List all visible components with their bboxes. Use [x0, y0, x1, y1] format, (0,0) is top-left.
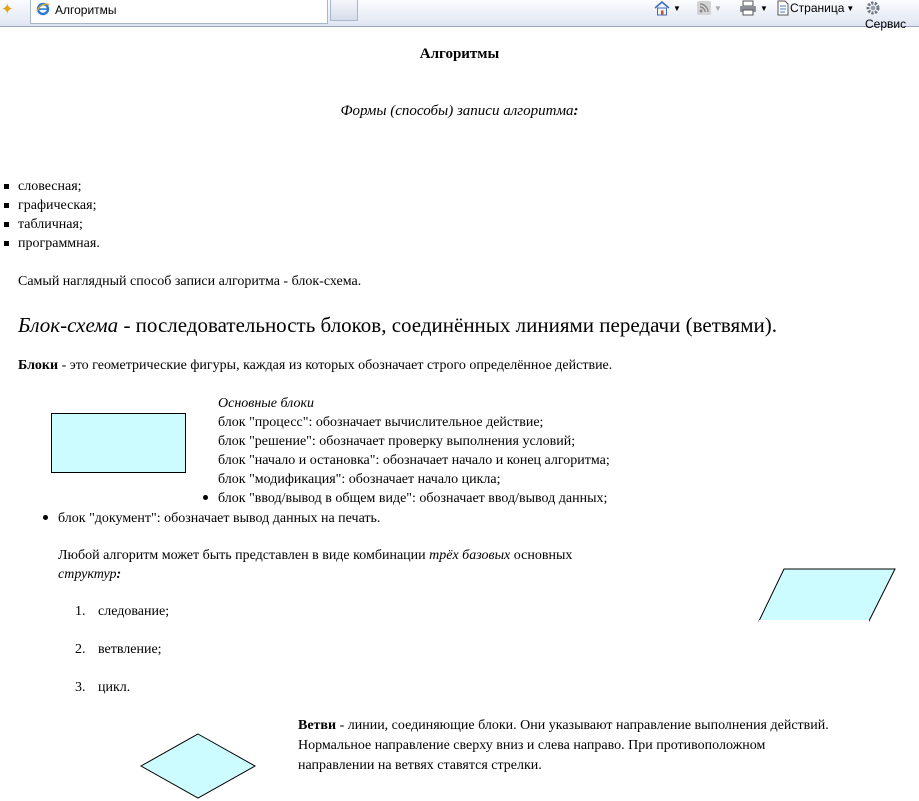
browser-toolbar	[0, 0, 919, 31]
list-number: 3.	[75, 680, 86, 695]
structures-mid: основных	[510, 548, 573, 563]
list-number: 2.	[75, 642, 86, 657]
forms-heading	[0, 103, 919, 119]
list-item: программная.	[18, 236, 100, 251]
chevron-down-icon[interactable]: ▼	[846, 3, 855, 13]
browser-tab[interactable]	[30, 0, 328, 24]
list-bullet	[4, 184, 9, 189]
process-block-shape	[51, 413, 186, 473]
branches-line	[298, 718, 829, 734]
page-menu-button[interactable]	[776, 0, 854, 20]
print-button[interactable]	[738, 0, 768, 20]
service-menu-label: Сервис	[865, 16, 907, 31]
list-item: графическая;	[18, 198, 97, 213]
rss-icon	[696, 0, 712, 16]
branches-line: Нормальное направление сверху вниз и слева направо. При противоположном	[298, 738, 766, 753]
block-description: блок "документ": обозначает вывод данных на печать.	[58, 511, 381, 526]
structures-word	[58, 567, 121, 583]
structures-colon: :	[116, 567, 122, 582]
forms-heading-text: Формы (способы) записи алгоритма	[340, 103, 574, 119]
list-bullet	[43, 515, 48, 520]
gear-icon	[865, 0, 881, 16]
structures-prefix: Любой алгоритм может быть представлен в виде комбинации	[58, 548, 430, 563]
forms-heading-colon: :	[573, 103, 579, 119]
list-bullet	[4, 203, 9, 208]
list-item: цикл.	[98, 680, 131, 695]
list-item: табличная;	[18, 217, 83, 232]
list-item: ветвление;	[98, 642, 162, 657]
chevron-down-icon[interactable]: ▼	[760, 3, 768, 13]
definition-term: Блок-схема	[18, 313, 119, 337]
page-menu-label: Страница	[790, 1, 845, 15]
structures-emphasis: трёх базовых	[429, 548, 511, 563]
chevron-down-icon[interactable]: ▼	[714, 3, 722, 13]
chevron-down-icon[interactable]: ▼	[673, 3, 681, 13]
definition-text: - последовательность блоков, соединённых линиями передачи (ветвями).	[118, 313, 777, 337]
block-description: блок "начало и остановка": обозначает начало и конец алгоритма;	[218, 453, 610, 468]
home-button[interactable]	[653, 0, 681, 20]
ie-icon	[36, 2, 50, 16]
decision-block-shape	[139, 733, 257, 799]
home-icon	[653, 0, 671, 16]
page-title	[0, 46, 919, 62]
page-icon	[776, 0, 790, 16]
block-description: блок "решение": обозначает проверку выполнения условий;	[218, 434, 576, 449]
blocks-definition	[18, 358, 612, 374]
basic-blocks-heading: Основные блоки	[218, 396, 315, 411]
intro-text: Самый наглядный способ записи алгоритма - блок-схема.	[18, 274, 362, 289]
blocks-text: - это геометрические фигуры, каждая из которых обозначает строго определённое действие.	[58, 358, 613, 373]
list-bullet	[4, 222, 9, 227]
branches-text: - линии, соединяющие блоки. Они указывают направление выполнения действий.	[336, 718, 829, 733]
new-tab-button[interactable]	[330, 0, 358, 21]
page-title-text: Алгоритмы	[419, 46, 500, 62]
branches-term: Ветви	[298, 718, 337, 733]
structures-text	[58, 548, 572, 564]
favorites-star-icon[interactable]: ✦	[1, 0, 14, 18]
blocks-term: Блоки	[18, 358, 59, 373]
io-block-shape	[758, 568, 898, 622]
service-menu-button[interactable]	[865, 0, 919, 31]
list-item: следование;	[98, 604, 170, 619]
structures-emphasis-2: структур	[58, 567, 117, 582]
branches-line: направлении на ветвях ставятся стрелки.	[298, 758, 542, 773]
list-number: 1.	[75, 604, 86, 619]
list-bullet	[203, 495, 208, 500]
definition	[18, 313, 777, 337]
block-description: блок "ввод/вывод в общем виде": обозначает ввод/вывод данных;	[218, 491, 608, 506]
tab-title: Алгоритмы	[55, 3, 117, 17]
printer-icon	[738, 0, 758, 16]
block-description: блок "процесс": обозначает вычислительное действие;	[218, 415, 544, 430]
feeds-button[interactable]	[696, 0, 722, 20]
block-description: блок "модификация": обозначает начало цикла;	[218, 472, 501, 487]
list-item: словесная;	[18, 179, 82, 194]
list-bullet	[4, 241, 9, 246]
